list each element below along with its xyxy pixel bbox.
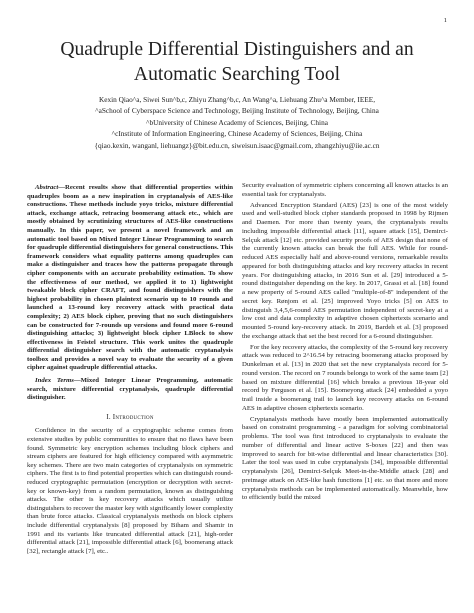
title-line-2: Automatic Searching Tool: [133, 64, 341, 85]
index-terms-label: Index Terms: [35, 377, 74, 385]
right-paragraph-0: Security evaluation of symmetric ciphers concerning all known attacks is an essential task for cryptanalysts.: [242, 182, 448, 198]
right-paragraph-1: Advanced Encryption Standard (AES) [23] is one of the most widely used and well-studied block cipher standards proposed in 1998 by Rijmen and Daemen. For more than twenty years, the cryptanalysis results including impossible differential attack [11], square attack [15], Demirci-Selçuk attack [12] etc. provided security proofs of AES design that none of the currently known attacks can break the full AES. While for round-reduced AES especially half and above-round versions, remarkable results appeared for both distinguishing attacks and key recovery attacks in recent years. For distinguishing attacks, in 2016 Sun et al. [29] introduced a 5-round distinguisher depending on the key. In 2017, Grassi et al. [18] found a new property of 5-round AES called "multiple-of-8" independent of the secret key. Rønjom et al. [25] improved Yoyo tricks [5] on AES to distinguish 3,4,5,6-round AES permutation independent of secret-key at a low cost and data complexity in adaptive chosen ciphertexts scenario and mounted 5-round key-recovery attack. In 2019, Bardeh et al. [3] proposed the exchange attack that set the best record for a 6-round distinguisher.: [242, 201, 448, 340]
right-paragraph-2: For the key recovery attacks, the complexity of the 5-round key recovery attack was reduced to 2^16.54 by retracing boomerang attacks proposed by Dunkelman et al. [13] in 2020 that set the new cryptanalysis record for 5-round version. The record on 7 rounds belongs to work of the same team [2] based on mixture differential [16] which breaks a previous 18-year old record by Ferguson et al. [15]. Boomeyong attack [24] embedded a yoyo trail inside a boomerang trail to launch key recovery attacks on 6-round AES in adaptive chosen ciphertexts scenario.: [242, 343, 448, 412]
right-column: [242, 182, 448, 503]
section-heading-introduction: I. Introduction: [106, 412, 154, 421]
affiliation-c: ^cInstitute of Information Engineering, Chinese Academy of Sciences, Beijing, China: [111, 129, 363, 139]
affiliation-b: ^bUniversity of Chinese Academy of Sciences, Beijing, China: [146, 117, 328, 127]
index-terms-text: —Mixed Integer Linear Programming, automatic search, mixture differential cryptanalysis, quadruple differential distinguisher.: [27, 377, 233, 402]
author-emails: {qiao.kexin, wanganl, liehuangz}@bit.edu.cn, siweisun.isaac@gmail.com, zhangzhiyu@iie.ac.cn: [94, 140, 380, 150]
paper-title: [20, 37, 454, 87]
index-terms: [27, 377, 233, 403]
right-paragraph-3: Cryptanalysis methods have mostly been implemented automatically based on constraint programming - a paradigm for solving combinatorial problems. The tool was first introduced to cryptanalysis to evaluate the number of differential and linear active S-boxes [22] and then was improved to search for bit-wise differential and linear characteristics [30]. Later the tool was used in cube cryptanalysis [34], impossible differential cryptanalysis [26], Demirci-Selçuk Meet-in-the-Middle attack [28] and preimage attack on AES-like hash functions [1] etc. so that more and more cryptanalysis methods can be implemented automatically. Meanwhile, how to efficiently build the mixed: [242, 415, 448, 502]
affiliation-a: ^aSchool of Cyberspace Science and Technology, Beijing Institute of Technology, Beijing, China: [95, 106, 379, 116]
author-list: Kexin Qiao^a, Siwei Sun^b,c, Zhiyu Zhang^b,c, An Wang^a, Liehuang Zhu^a Member, IEEE,: [98, 95, 376, 104]
left-column: [27, 184, 233, 556]
abstract: [27, 184, 233, 373]
author-block: [20, 94, 454, 151]
page-number: 1: [443, 17, 447, 24]
abstract-text: —Recent results show that differential properties within quadruples boom as a new inspiration in cryptanalysis of AES-like constructions. These methods include yoyo tricks, mixture differential attack, exchange attack, retracing boomerang attack etc., which are mostly obtained by scrutinizing structures of AES-like constructions manually. In this paper, we present a novel framework and an automatic tool based on Mixed Integer Linear Programming to search for quadruple differential distinguishers for general constructions. This framework considers what equality patterns among quadruples can make a distinguisher and traces how the patterns propagate through cipher components with an accurate probability estimation. To show the effectiveness of our method, we applied it to 1) lightweight tweakable block cipher CRAFT, and found distinguishers with the highest probability in chosen plaintext scenario up to 10 rounds and launched a 13-round key recovery attack with practical data complexity; 2) AES block cipher, proving that no such distinguishers can be constructed for 7-rounds up versions and found more 6-round distinguishing attacks; 3) lightweight block cipher LBlock to show effectiveness in Feistel structure. This work unites the quadruple differential distinguisher search with the automatic cryptanalysis toolbox and provides a novel way to evaluate the security of a given cipher against quadruple differential attacks.: [27, 184, 233, 372]
title-line-1: Quadruple Differential Distinguishers and an: [60, 39, 414, 60]
intro-paragraph-1: Confidence in the security of a cryptographic scheme comes from extensive studies by public communities to ensure that no flaws have been found. Symmetric key encryption schemes including block ciphers and stream ciphers are featured for high efficiency compared with asymmetric key schemes. There are two main categories of cryptanalysis on symmetric ciphers. The first is to find potential properties which can distinguish round-reduced cryptographic permutation (encryption or decryption with secret-key or known-key) from a random permutation, known as distinguishing attacks. The other is key recovery attacks which usually utilize distinguishers to recover the master key with significantly lower complexity than brute force attacks. Classical cryptanalysis methods on block ciphers include differential cryptanalysis [8] proposed by Biham and Shamir in 1991 and its variants like truncated differential attack [21], high-order differential attack [21], impossible differential attack [6], boomerang attack [32], rectangle attack [7], etc..: [27, 427, 233, 555]
abstract-label: Abstract: [35, 184, 59, 191]
